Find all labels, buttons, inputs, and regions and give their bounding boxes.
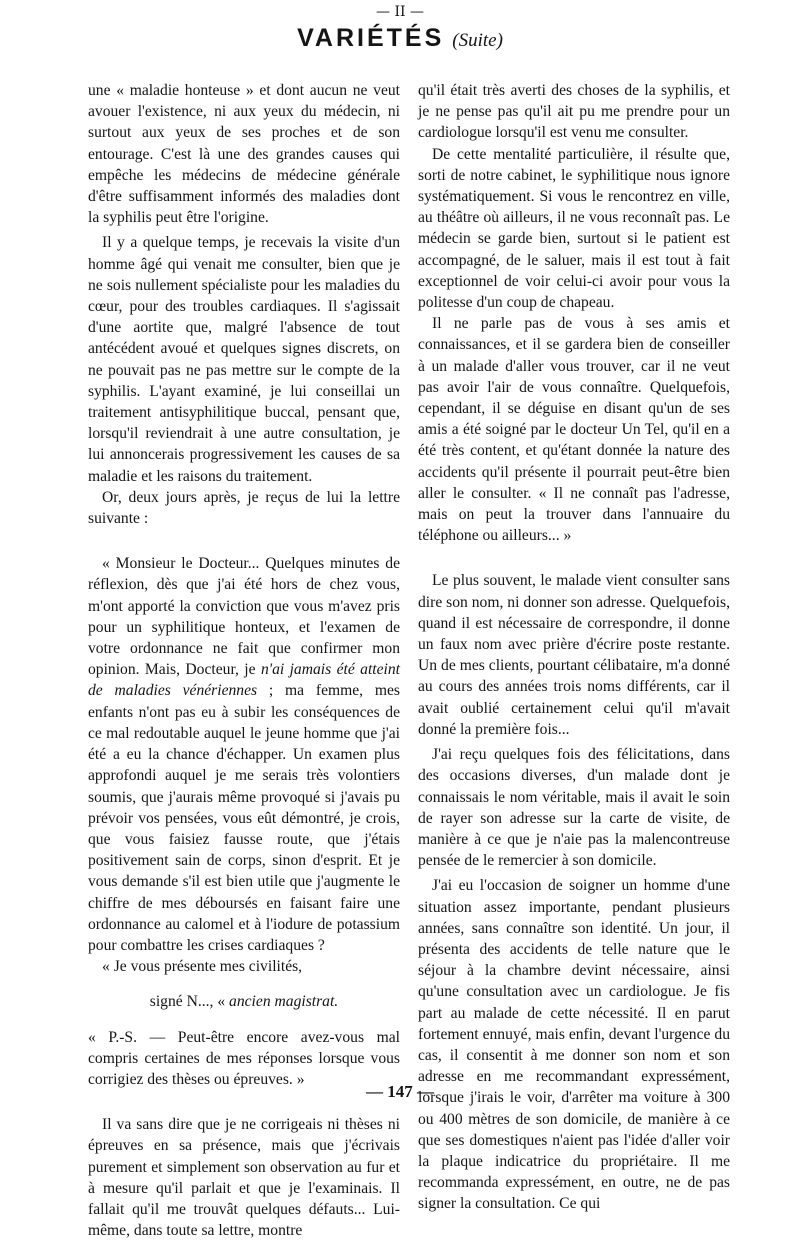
paragraph: Il y a quelque temps, je recevais la visite d'un homme âgé qui venait me consulter, bien que je ne sois nullement spécialiste pour les maladies du cœur, pour des troubles cardiaques. Il s'agissait d'une aortite que, malgré l'absence de tout antécédent avoué et quelques signes discrets, on ne pouvait pas ne pas mettre sur le compte de la syphilis. L'ayant examiné, je lui conseillai un traitement antisyphilitique buccal, pensant que, lorsqu'il reviendrait à une autre consultation, je lui annoncerais progressivement les causes de sa maladie et les raisons du traitement. — [88, 234, 400, 485]
paragraph: Il va sans dire que je ne corrigeais ni thèses ni épreuves en sa présence, mais que j'écrivais purement et simplement son observation au fur et à mesure qu'il parlait et que je l'examinais. Il fallait qu'il me trouvât quelques défauts... Lui-même, dans toute sa lettre, montre — [88, 1116, 400, 1240]
paragraph: Or, deux jours après, je reçus de lui la lettre suivante : — [88, 488, 400, 528]
letter-signature — [88, 991, 400, 1012]
paragraph: J'ai reçu quelques fois des félicitations, dans des occasions diverses, d'un malade dont je connaissais le nom véritable, mais il avait le soin de rayer son adresse sur la carte de visite, de manière à ce que je n'aie pas la malencontreuse pensée de le remercier à son domicile. — [418, 746, 730, 870]
letter-closing: « Je vous présente mes civilités, — [102, 958, 303, 976]
letter-text: ; ma femme, mes enfants n'ont pas eu à subir les conséquences de ce mal redoutable auquel le jeune homme que j'ai été a eu la chance d'échapper. Un examen plus approfondi auquel je me serais très volontiers soumis, que j'aurais même provoqué si j'avais pu prévoir vos pensées, vous eût démontré, je crois, que vous faisiez fausse route, que j'étais positivement sain de corps, sinon d'esprit. Et je vous demande s'il est bien utile que j'augmente le chiffre de mes déboursés en faisant faire une ordonnance au calomel et à l'iodure de potassium pour combattre les crises cardiaques ? — [88, 682, 400, 954]
page-number: — 147 — — [366, 1082, 434, 1101]
letter-postscript: « P.-S. — Peut-être encore avez-vous mal compris certaines de mes réponses lorsque vous corrigiez des thèses ou épreuves. » — [88, 1028, 400, 1088]
paragraph: Le plus souvent, le malade vient consulter sans dire son nom, ni donner son adresse. Quelquefois, quand il est nécessaire de correspondre, il donne un faux nom avec prière d'écrire poste restante. Un de mes clients, pourtant célibataire, m'a donné au cours des années trois noms différents, car il avait oublié certainement celui qu'il m'avait donné la première fois... — [418, 572, 730, 738]
paragraph: Il ne parle pas de vous à ses amis et connaissances, et il se gardera bien de conseiller à un malade d'aller vous trouver, car il ne veut pas avoir l'air de vous connaître. Quelquefois, cependant, il se déguise en disant qu'un de ses amis a été soigné par le docteur Un Tel, qu'il en a été très content, et qu'étant donnée la nature des accidents qu'il présente il pourrait peut-être bien aller le consulter. « Il ne connaît pas l'adresse, mais on peut la trouver dans l'annuaire du téléphone ou ailleurs... » — [418, 315, 730, 545]
right-column — [418, 80, 730, 1215]
page-header-roman-numeral: — II — — [376, 4, 424, 20]
letter-paragraph — [88, 553, 400, 956]
letter-italic-text: n'ai jamais été atteint de maladies vénériennes — [88, 661, 400, 700]
signature-text: signé N..., « — [149, 993, 230, 1011]
paragraph: De cette mentalité particulière, il résulte que, sorti de notre cabinet, le syphilitique nous ignore systématiquement. Si vous le rencontrez en ville, au théâtre où ailleurs, il ne vous reconnaît pas. Le médecin se garde bien, surtout si le patient est accompagné, de le saluer, mais il est tout à fait exceptionnel de voir celui-ci avoir pour vous la politesse d'un coup de chapeau. — [418, 145, 730, 312]
section-title: VARIÉTÉS — [297, 24, 445, 52]
letter-text: « Monsieur le Docteur... Quelques minutes de réflexion, dès que j'ai été hors de chez vous, m'ont apporté la conviction que vous m'avez pris pour un syphilitique honteux, et l'examen de votre ordonnance ne fait que confirmer mon opinion. Mais, Docteur, je — [88, 555, 400, 679]
paragraph: une « maladie honteuse » et dont aucun ne veut avouer l'existence, ni aux yeux du médecin, ni surtout aux yeux de ses proches et de son entourage. C'est là une des grandes causes qui empêche les médecins de médecine générale d'être suffisamment informés des maladies dont la syphilis peut être l'origine. — [88, 82, 400, 227]
left-column — [88, 80, 400, 1241]
section-subtitle: (Suite) — [452, 30, 503, 51]
section-header — [0, 24, 800, 53]
paragraph: J'ai eu l'occasion de soigner un homme d'une situation assez importante, pendant plusieurs années, sans connaître son identité. Un jour, il présenta des accidents de telle nature que le séjour à la chambre devint nécessaire, ainsi qu'une consultation avec un cardiologue. Je fis part au malade de cette nécessité. Il en parut fortement ennuyé, mais enfin, devant l'urgence du cas, il consentit à me donner son nom et son adresse en me recommandant expressément, lorsque j'irais le voir, d'arrêter ma voiture à 300 ou 400 mètres de son domicile, de manière à ce que ses domestiques n'aient pas l'idée d'aller voir la plaque indicatrice du propriétaire. Il me recommanda expressément, en outre, ne de pas signer la consultation. Ce qui — [418, 877, 730, 1213]
signature-italic-text: ancien magistrat. — [229, 993, 339, 1011]
paragraph: qu'il était très averti des choses de la syphilis, et je ne pense pas qu'il ait pu me prendre pour un cardiologue lorsqu'il est venu me consulter. — [418, 82, 730, 142]
